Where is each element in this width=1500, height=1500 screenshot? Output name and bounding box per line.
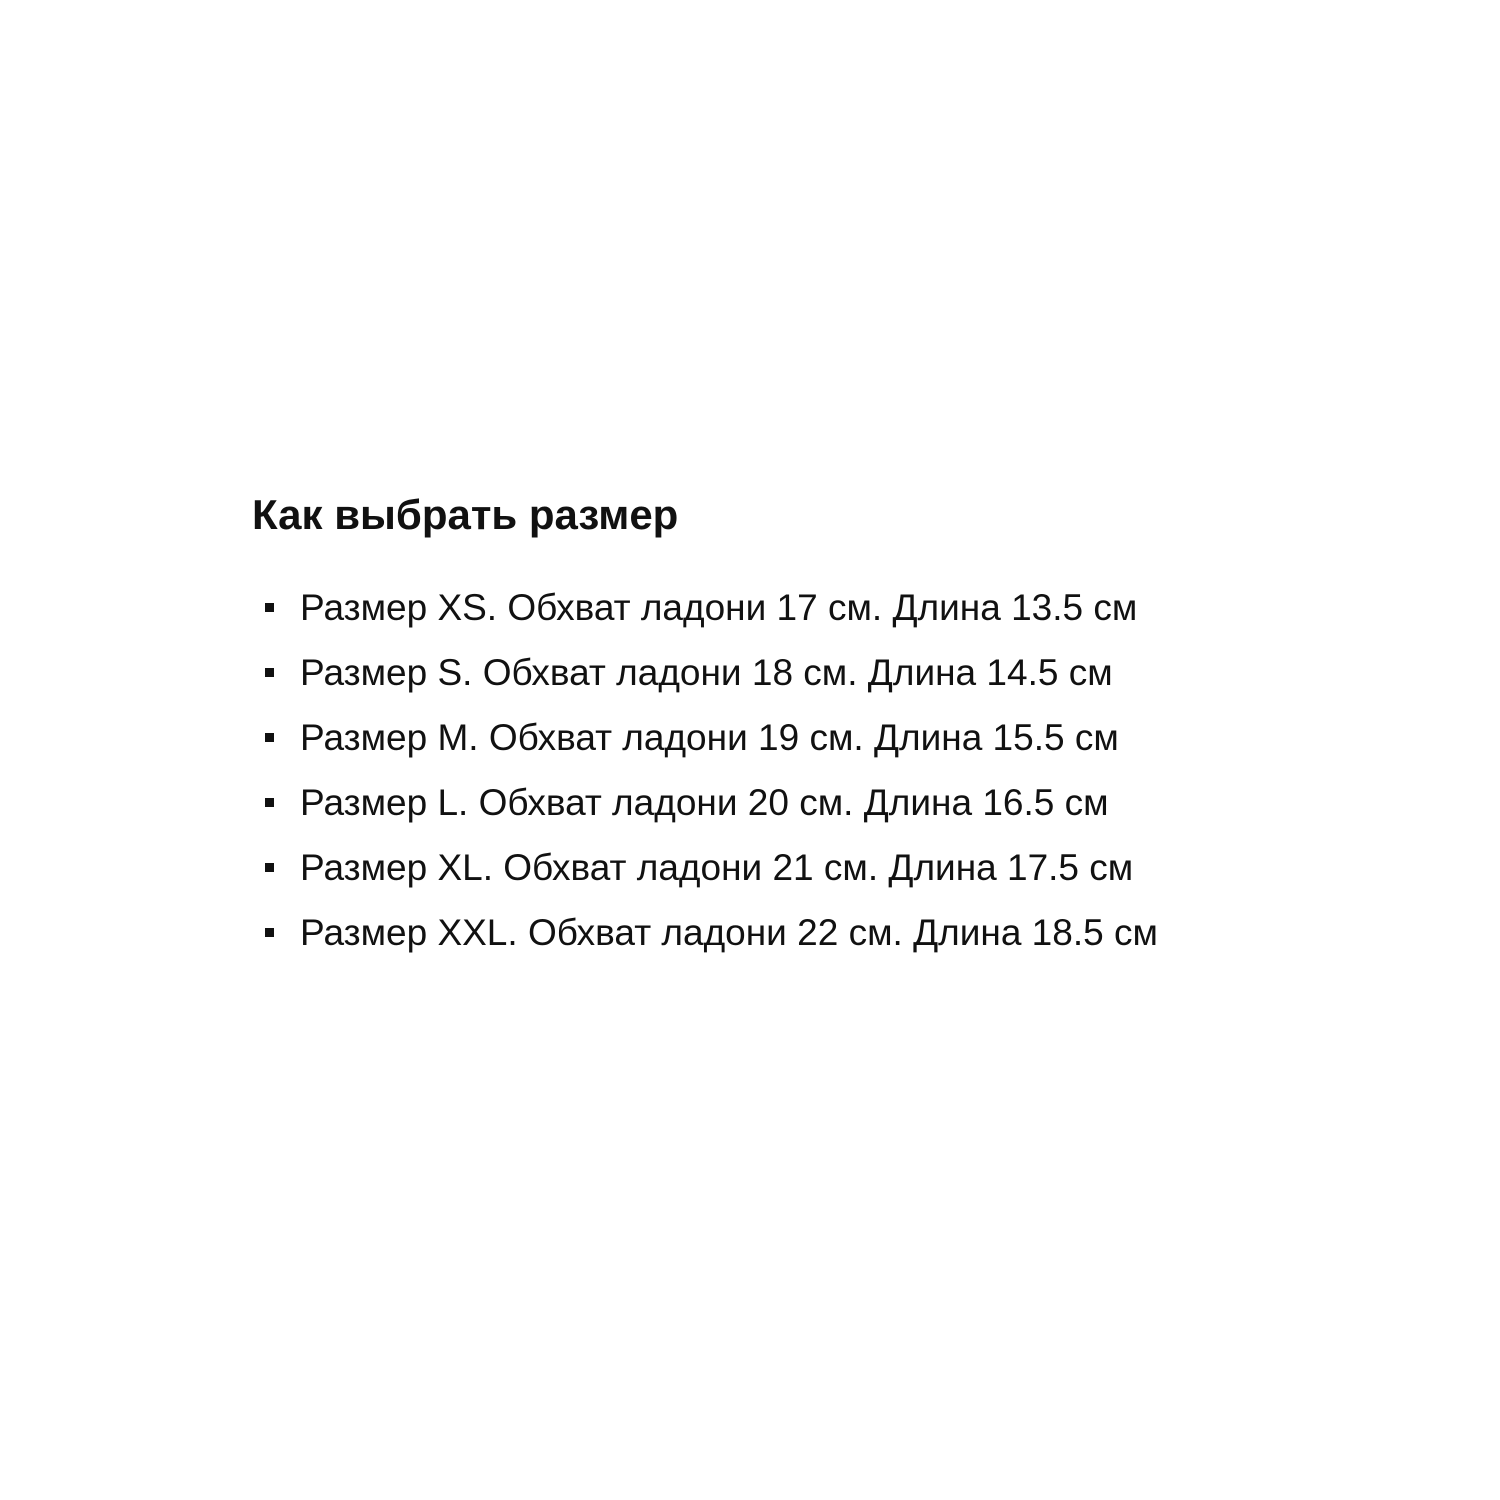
square-bullet-icon [265, 863, 274, 872]
size-item-text: Размер M. Обхват ладони 19 см. Длина 15.5 см [300, 717, 1119, 758]
size-item-text: Размер XXL. Обхват ладони 22 см. Длина 18.5 см [300, 912, 1158, 953]
size-list [252, 575, 1402, 965]
size-guide-section [252, 486, 1402, 965]
size-item-s [252, 640, 1402, 705]
size-item-text: Размер L. Обхват ладони 20 см. Длина 16.5 см [300, 782, 1109, 823]
square-bullet-icon [265, 668, 274, 677]
size-item-text: Размер XL. Обхват ладони 21 см. Длина 17.5 см [300, 847, 1134, 888]
size-item-text: Размер S. Обхват ладони 18 см. Длина 14.5 см [300, 652, 1113, 693]
square-bullet-icon [265, 798, 274, 807]
square-bullet-icon [265, 733, 274, 742]
size-guide-heading: Как выбрать размер [252, 491, 679, 538]
size-item-xxl [252, 900, 1402, 965]
size-item-text: Размер XS. Обхват ладони 17 см. Длина 13.5 см [300, 587, 1138, 628]
size-item-m [252, 705, 1402, 770]
size-item-xs [252, 575, 1402, 640]
size-item-l [252, 770, 1402, 835]
size-item-xl [252, 835, 1402, 900]
square-bullet-icon [265, 928, 274, 937]
square-bullet-icon [265, 603, 274, 612]
